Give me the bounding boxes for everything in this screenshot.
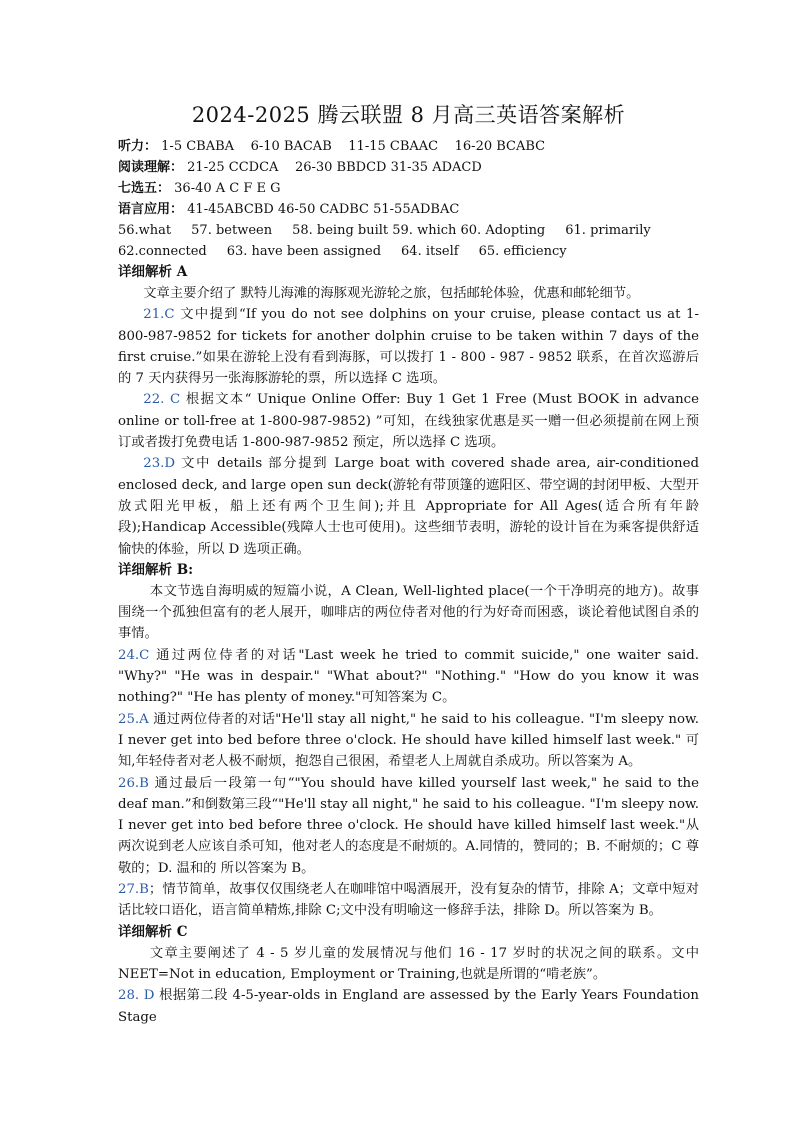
question-number: 25.A [118,711,149,727]
answer-values: 36-40 A C F E G [174,181,281,196]
answer-fill-row-2 [118,241,699,262]
explanation-text: 通过两位侍者的对话"He'll stay all night," he said to his colleague. "I'm sleepy now. I never get into bed before three o'clock. He should have killed himself last week." 可知,年轻侍者对老人极不耐烦，抱怨自己很困，希望老人上周就自杀成功。所以答案为 A。 [118,711,699,770]
question-number: 22. C [143,392,181,408]
explanation-text: 通过两位侍者的对话"Last week he tried to commit suicide," one waiter said. "Why?" "He was in despair." "What about?" "Nothing." "How do you know it was nothing?" "He has plenty of money."可知答案为 C。 [118,647,699,706]
answer-label: 阅读理解： [118,160,184,175]
explanation-22 [118,389,699,453]
answer-values: 41-45ABCBD 46-50 CADBC 51-55ADBAC [187,202,460,217]
answer-values: 21-25 CCDCA 26-30 BBDCD 31-35 ADACD [187,160,482,175]
explanation-text: 文中 details 部分提到 Large boat with covered shade area, air-conditioned enclosed deck, and large open sun deck(游轮有带顶篷的遮阳区、带空调的封闭甲板、大型开放式阳光甲板，船上还有两个卫生间);并且 Appropriate for All Ages(适合所有年龄段);Handicap Accessible(残障人士也可使用)。这些细节表明，游轮的设计旨在为乘客提供舒适愉快的体验，所以 D 选项正确。 [118,456,699,557]
answer-seven [118,178,699,199]
fill-answer: 56.what [118,223,172,238]
section-intro-c: 文章主要阐述了 4 - 5 岁儿童的发展情况与他们 16 - 17 岁时的状况之间的联系。文中 NEET=Not in education, Employment or Training,也就是所谓的“啃老族”。 [118,945,699,982]
page-title: 2024-2025 腾云联盟 8 月高三英语答案解析 [191,103,626,127]
answer-label: 七选五： [118,181,171,196]
answer-label: 语言应用： [118,202,184,217]
explanation-25 [118,709,699,773]
section-heading-c: 详细解析 C [118,923,188,940]
answer-fill-row-1 [118,220,699,241]
explanation-text: 根据文本“ Unique Online Offer: Buy 1 Get 1 Free (Must BOOK in advance online or toll-free at 1-800-987-9852) ”可知，在线独家优惠是买一赠一但必须提前在网上预订或者拨打免费电话 1-800-987-9852 预定，所以选择 C 选项。 [118,392,699,451]
question-number: 23.D [143,456,176,472]
question-number: 27.B [118,882,149,898]
question-number: 26.B [118,775,149,791]
fill-answer: 64. itself [401,244,459,259]
explanation-21 [118,304,699,389]
answer-label: 听力： [118,139,158,154]
explanation-23 [118,453,699,559]
fill-answer: 62.connected [118,244,207,259]
explanation-text: 文中提到“If you do not see dolphins on your cruise, please contact us at 1-800-987-9852 for tickets for another dolphin cruise to be taken within 7 days of the first cruise.”如果在游轮上没有看到海豚，可以拨打 1 - 800 - 987 - 9852 联系，在首次巡游后的 7 天内获得另一张海豚游轮的票，所以选择 C 选项。 [118,307,699,387]
section-intro-a: 文章主要介绍了 默特儿海滩的海豚观光游轮之旅，包括邮轮体验，优惠和邮轮细节。 [143,286,640,301]
explanation-text: 根据第二段 4-5-year-olds in England are assessed by the Early Years Foundation Stage [118,988,699,1025]
explanation-24 [118,645,699,709]
answer-listening [118,136,699,157]
explanation-27 [118,879,699,922]
section-heading-b: 详细解析 B: [118,561,194,578]
answer-values: 1-5 CBABA 6-10 BACAB 11-15 CBAAC 16-20 BCABC [161,139,546,154]
section-heading-a: 详细解析 A [118,264,188,280]
answer-reading [118,157,699,178]
section-intro-b: 本文节选自海明威的短篇小说，A Clean, Well-lighted place(一个干净明亮的地方)。故事围绕一个孤独但富有的老人展开，咖啡店的两位侍者对他的行为好奇而困惑，谈论着他试图自杀的事情。 [118,583,699,642]
explanation-26 [118,773,699,879]
question-number: 21.C [143,307,175,323]
explanation-text: 通过最后一段第一句“"You should have killed yourself last week," he said to the deaf man.”和倒数第三段“"He'll stay all night," he said to his colleague. "I'm sleepy now. I never get into bed before three o'clock. He should have killed himself last week."从两次说到老人应该自杀可知，他对老人的态度是不耐烦的。A.同情的，赞同的；B. 不耐烦的；C 尊敬的；D. 温和的 所以答案为 B。 [118,775,699,876]
explanation-28 [118,985,699,1028]
fill-answer: 65. efficiency [478,244,567,259]
fill-answer: 63. have been assigned [226,244,382,259]
fill-answer: 58. being built 59. which 60. Adopting [292,223,546,238]
fill-answer: 61. primarily [565,223,651,238]
question-number: 28. D [118,988,155,1004]
answer-language [118,199,699,220]
question-number: 24.C [118,647,150,663]
explanation-text: ；情节简单，故事仅仅围绕老人在咖啡馆中喝酒展开，没有复杂的情节，排除 A；文章中短对话比较口语化，语言简单精炼,排除 C;文中没有明喻这一修辞手法，排除 D。所以答案为 B。 [118,882,699,919]
fill-answer: 57. between [191,223,273,238]
